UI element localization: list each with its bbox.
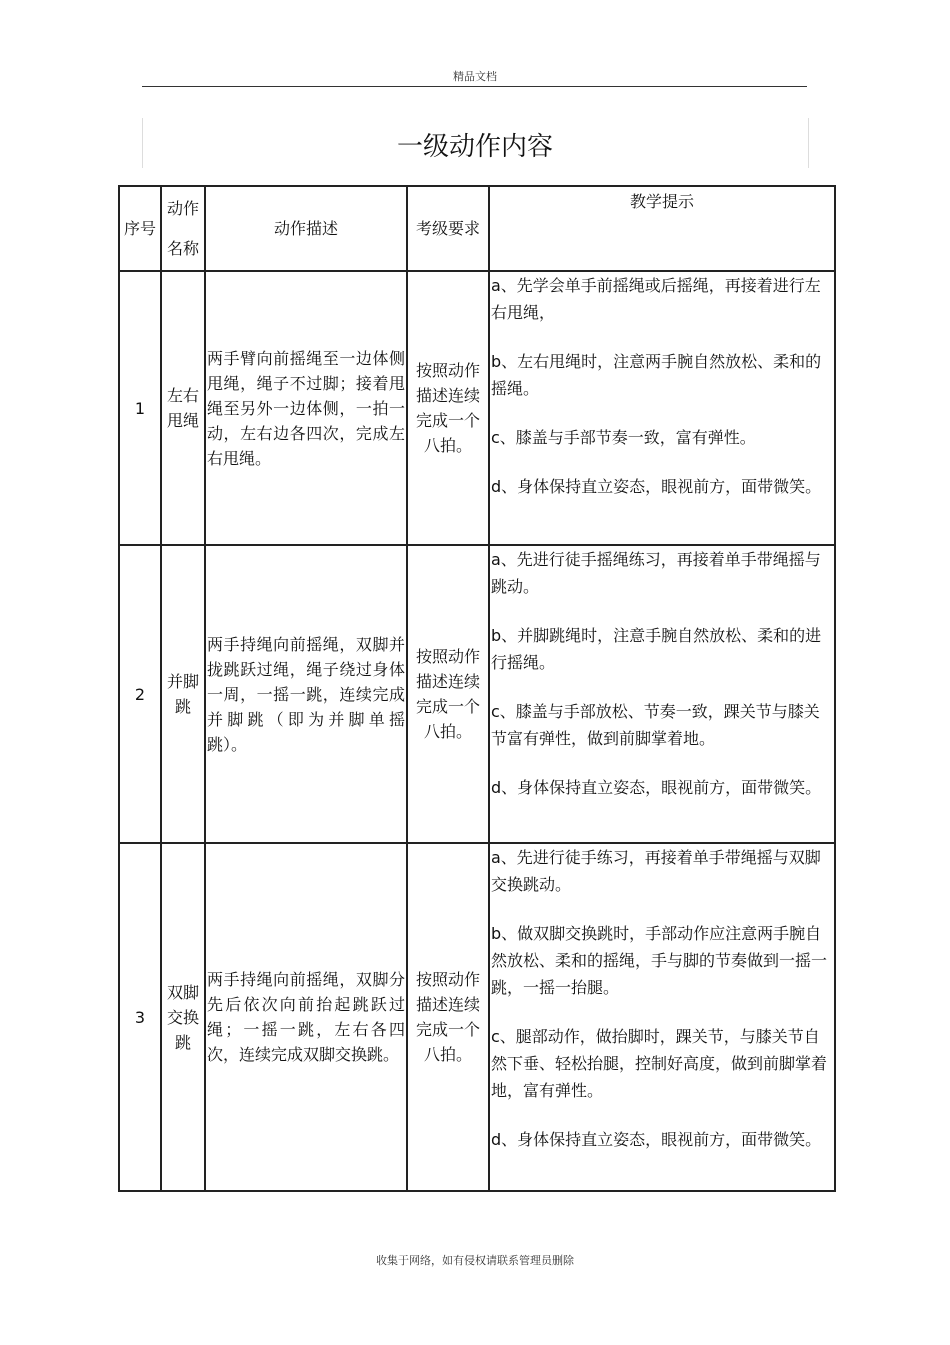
tip-item: d、身体保持直立姿态，眼视前方，面带微笑。 — [491, 778, 822, 797]
table-header-row — [119, 186, 835, 271]
tip-item: a、先进行徒手练习，再接着单手带绳摇与双脚交换跳动。 — [491, 848, 821, 894]
tip-item: d、身体保持直立姿态，眼视前方，面带微笑。 — [491, 1130, 822, 1149]
row-requirement: 按照动作描述连续完成一个八拍。 — [407, 271, 489, 545]
actions-table — [118, 185, 836, 1192]
tip-item: b、并脚跳绳时，注意手腕自然放松、柔和的进行摇绳。 — [491, 626, 822, 672]
row-name: 双脚交换跳 — [161, 843, 205, 1191]
page-footer: 收集于网络，如有侵权请联系管理员删除 — [376, 1254, 574, 1267]
row-name: 左右甩绳 — [161, 271, 205, 545]
tip-item: d、身体保持直立姿态，眼视前方，面带微笑。 — [491, 477, 822, 496]
row-index: 1 — [119, 271, 161, 545]
tip-item: a、先学会单手前摇绳或后摇绳，再接着进行左右甩绳， — [491, 276, 821, 322]
page-header: 精品文档 — [453, 70, 497, 83]
row-description: 两手持绳向前摇绳，双脚分先后依次向前抬起跳跃过绳；一摇一跳，左右各四次，连续完成双脚交换跳。 — [205, 843, 407, 1191]
header-index: 序号 — [119, 186, 161, 271]
row-tips — [489, 271, 835, 545]
header-divider — [142, 86, 807, 87]
row-name: 并脚跳 — [161, 545, 205, 843]
tip-item: c、腿部动作，做抬脚时，踝关节，与膝关节自然下垂、轻松抬腿，控制好高度，做到前脚掌着地，富有弹性。 — [491, 1027, 828, 1100]
row-description: 两手臂向前摇绳至一边体侧甩绳，绳子不过脚；接着甩绳至另外一边体侧，一拍一动，左右边各四次，完成左右甩绳。 — [205, 271, 407, 545]
tip-item: c、膝盖与手部节奏一致，富有弹性。 — [491, 428, 756, 447]
header-name: 动作名称 — [161, 186, 205, 271]
row-index: 2 — [119, 545, 161, 843]
table-row — [119, 545, 835, 843]
header-requirement: 考级要求 — [407, 186, 489, 271]
header-description: 动作描述 — [205, 186, 407, 271]
document-title: 一级动作内容 — [396, 132, 553, 162]
tip-item: c、膝盖与手部放松、节奏一致，踝关节与膝关节富有弹性，做到前脚掌着地。 — [491, 702, 820, 748]
row-tips — [489, 843, 835, 1191]
table-row — [119, 271, 835, 545]
tip-item: a、先进行徒手摇绳练习，再接着单手带绳摇与跳动。 — [491, 550, 821, 596]
row-index: 3 — [119, 843, 161, 1191]
row-requirement: 按照动作描述连续完成一个八拍。 — [407, 545, 489, 843]
row-description: 两手持绳向前摇绳，双脚并拢跳跃过绳，绳子绕过身体一周，一摇一跳，连续完成并脚跳（即为并脚单摇跳）。 — [205, 545, 407, 843]
row-tips — [489, 545, 835, 843]
tip-item: b、做双脚交换跳时，手部动作应注意两手腕自然放松、柔和的摇绳，手与脚的节奏做到一摇一跳，一摇一抬腿。 — [491, 924, 828, 997]
row-requirement: 按照动作描述连续完成一个八拍。 — [407, 843, 489, 1191]
tip-item: b、左右甩绳时，注意两手腕自然放松、柔和的摇绳。 — [491, 352, 822, 398]
table-row — [119, 843, 835, 1191]
header-tips: 教学提示 — [489, 186, 835, 271]
